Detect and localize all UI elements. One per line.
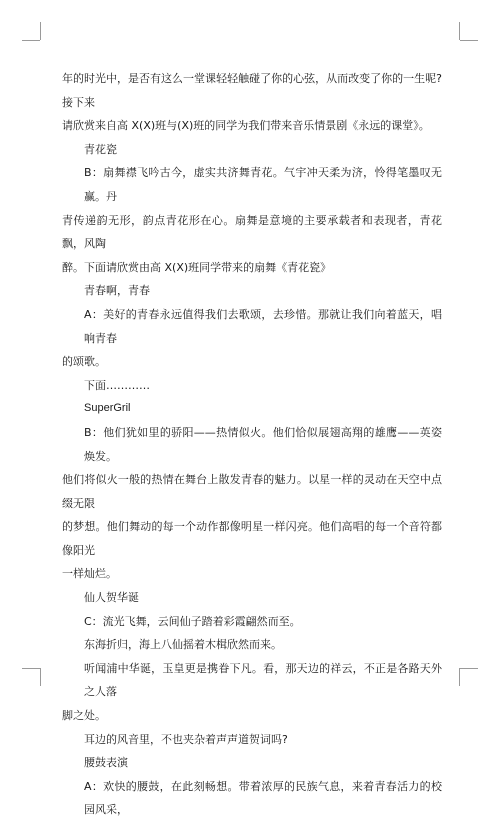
- crop-mark-bottom-left: [40, 668, 41, 686]
- text-line: A：欢快的腰鼓，在此刻畅想。带着浓厚的民族气息，来着青春活力的校园风采，: [84, 779, 442, 817]
- text-line: A：美好的青春永远值得我们去歌颂，去珍惜。那就让我们向着蓝天，唱响青春: [84, 307, 442, 345]
- crop-mark-top-left: [40, 22, 41, 40]
- text-line: B：他们犹如里的骄阳——热情似火。他们恰似展翅高翔的雄鹰——英姿焕发。: [84, 425, 442, 463]
- section-heading: SuperGril: [84, 402, 131, 415]
- text-line: 耳边的风音里，不也夹杂着声声道贺词吗?: [84, 732, 288, 746]
- text-line: 一样灿烂。: [62, 567, 117, 581]
- text-line: 青传递韵无形，韵点青花形在心。扇舞是意境的主要承载者和表现者，青花飘，风陶: [62, 213, 442, 251]
- section-heading: 青花瓷: [84, 142, 117, 156]
- crop-mark-bottom-right-h: [460, 668, 478, 669]
- text-line: 脚之处。: [62, 709, 106, 723]
- section-heading: 仙人贺华诞: [84, 591, 139, 605]
- text-line: 请欣赏来自高 X(X)班与(X)班的同学为我们带来音乐情景剧《永远的课堂》。: [62, 119, 430, 133]
- crop-mark-bottom-right: [459, 668, 460, 686]
- text-line: 醉。下面请欣赏由高 X(X)班同学带来的扇舞《青花瓷》: [62, 260, 332, 274]
- text-line: 年的时光中，是否有这么一堂课轻轻触碰了你的心弦，从而改变了你的一生呢?接下来: [62, 72, 442, 109]
- text-line: B：扇舞襟飞吟古今，虚实共济舞青花。气宇冲天柔为济，怜得笔墨叹无赢。丹: [84, 166, 442, 203]
- section-heading: 青春啊，青春: [84, 284, 150, 298]
- crop-mark-bottom-left-h: [22, 668, 40, 669]
- crop-mark-top-right: [459, 22, 460, 40]
- section-heading: 腰鼓表演: [84, 756, 128, 770]
- crop-mark-top-right-h: [460, 40, 478, 41]
- text-line: C：流光飞舞，云间仙子踏着彩霞翩然而至。: [84, 614, 301, 628]
- text-line: 东海折归，海上八仙摇着木楫欣然而来。: [84, 638, 282, 652]
- text-line: 他们将似火一般的热情在舞台上散发青春的魅力。以星一样的灵动在天空中点缀无限: [62, 473, 442, 510]
- text-line: 下面…………: [84, 378, 150, 392]
- text-line: 听闻浦中华诞，玉皇更是携眷下凡。看，那天边的祥云，不正是各路天外之人落: [84, 661, 442, 699]
- document-body: [62, 67, 442, 822]
- crop-mark-top-left-h: [22, 40, 40, 41]
- text-line: 的梦想。他们舞动的每一个动作都像明星一样闪亮。他们高唱的每一个音符都像阳光: [62, 520, 442, 557]
- text-line: 的颂歌。: [62, 355, 106, 369]
